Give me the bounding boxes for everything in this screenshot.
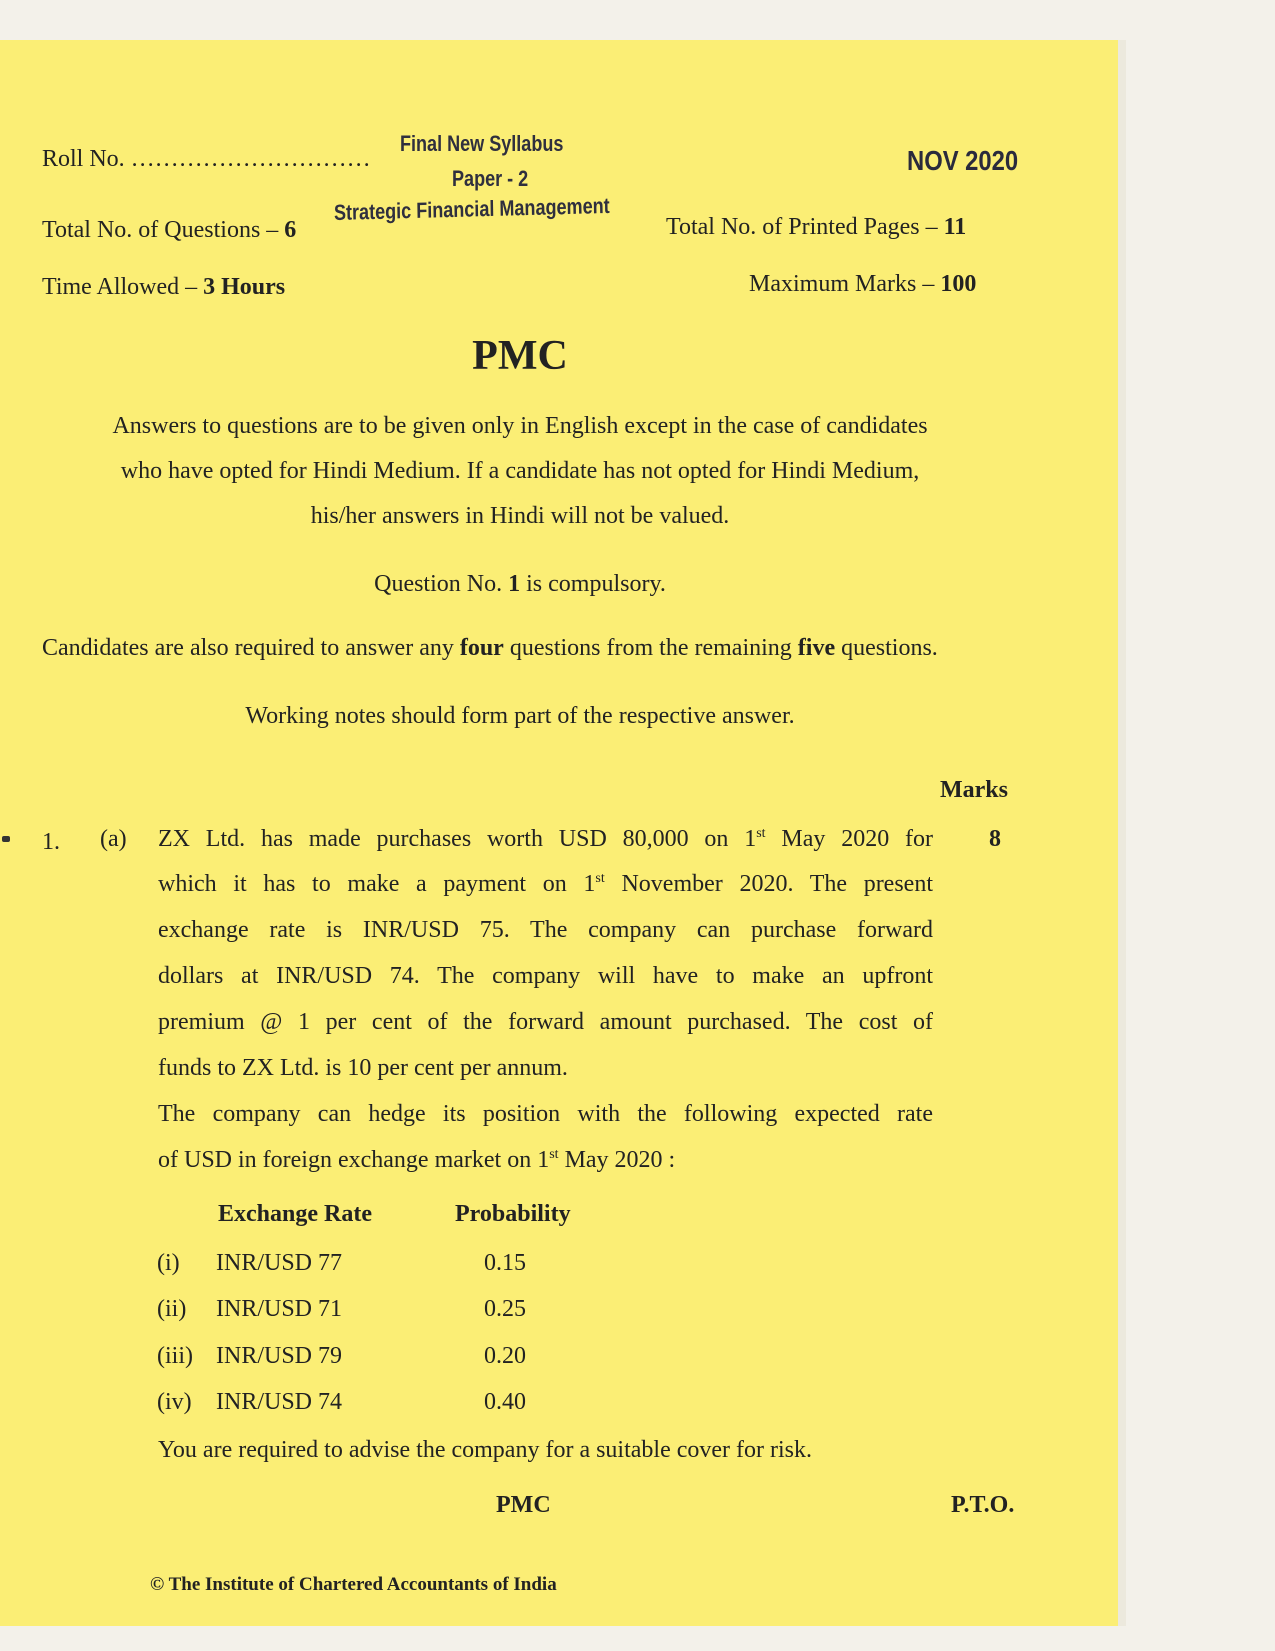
table-row-label: (ii) <box>157 1296 187 1322</box>
footer-paper-code: PMC <box>496 1492 551 1518</box>
compulsory-pre: Question No. <box>374 571 503 597</box>
table-row-label: (iv) <box>157 1389 192 1415</box>
table-cell-probability: 0.20 <box>484 1343 526 1369</box>
choice-mid: questions from the remaining <box>509 635 792 661</box>
question-text-line <box>158 917 933 944</box>
question-text-segment: May 2020 : <box>558 1147 676 1173</box>
ordinal-suffix: st <box>595 871 605 886</box>
question-text-segment: dollars at INR/USD 74. The company will have to make an upfront <box>158 963 933 989</box>
question-text-line <box>158 1101 933 1128</box>
question-text-segment: The company can hedge its position with the following expected rate <box>158 1101 933 1127</box>
syllabus-stamp: Final New Syllabus <box>400 131 564 156</box>
choice-four: four <box>459 635 504 661</box>
question-text-segment: May 2020 for <box>765 826 933 852</box>
table-cell-probability: 0.40 <box>484 1389 526 1415</box>
total-questions <box>42 217 296 244</box>
question-part: (a) <box>100 826 127 852</box>
printed-pages <box>666 214 966 241</box>
maximum-marks-value: 100 <box>940 271 977 297</box>
question-text-line <box>158 826 933 853</box>
instruction-line-3: his/her answers in Hindi will not be valued. <box>310 503 730 529</box>
question-text-segment: exchange rate is INR/USD 75. The company can purchase forward <box>158 917 933 943</box>
table-row-label: (iii) <box>157 1343 193 1369</box>
question-number: 1. <box>42 829 60 855</box>
table-cell-rate: INR/USD 71 <box>216 1296 343 1322</box>
compulsory-number: 1 <box>508 571 521 597</box>
subject-stamp: Strategic Financial Management <box>333 192 610 225</box>
maximum-marks <box>749 271 976 298</box>
paper-edge <box>1118 40 1126 1626</box>
table-cell-rate: INR/USD 77 <box>216 1250 343 1276</box>
marks-column-heading: Marks <box>940 777 1008 803</box>
time-allowed <box>42 274 285 301</box>
maximum-marks-label: Maximum Marks – <box>749 271 935 297</box>
question-text-line <box>158 1147 933 1174</box>
printed-pages-label: Total No. of Printed Pages – <box>666 214 938 240</box>
choice-five: five <box>797 635 836 661</box>
question-text-segment: which it has to make a payment on 1 <box>158 871 596 897</box>
choice-instruction <box>42 626 938 671</box>
question-text-segment: November 2020. The present <box>604 871 933 897</box>
table-cell-rate: INR/USD 74 <box>216 1389 343 1415</box>
table-row-label: (i) <box>157 1250 180 1276</box>
question-text-segment: of USD in foreign exchange market on 1 <box>158 1147 550 1173</box>
time-allowed-label: Time Allowed – <box>42 274 198 300</box>
question-text-line <box>158 1055 933 1082</box>
compulsory-instruction <box>0 562 1040 607</box>
table-cell-rate: INR/USD 79 <box>216 1343 343 1369</box>
choice-post: questions. <box>841 635 938 661</box>
paper-number-stamp: Paper - 2 <box>452 166 529 191</box>
question-text-line <box>158 963 933 990</box>
question-text-segment: premium @ 1 per cent of the forward amount purchased. The cost of <box>158 1009 933 1035</box>
roll-number-field: Roll No. ………………………… <box>42 146 371 172</box>
please-turn-over: P.T.O. <box>951 1492 1015 1518</box>
question-closing-line: You are required to advise the company for a suitable cover for risk. <box>158 1437 813 1463</box>
question-text-line <box>158 871 933 898</box>
table-header-exchange-rate: Exchange Rate <box>218 1201 372 1227</box>
printed-pages-value: 11 <box>943 214 967 240</box>
question-text-segment: funds to ZX Ltd. is 10 per cent per annum. <box>158 1055 568 1081</box>
instruction-line-2: who have opted for Hindi Medium. If a candidate has not opted for Hindi Medium, <box>120 458 920 484</box>
question-marks: 8 <box>989 826 1001 852</box>
question-text-line <box>158 1009 933 1036</box>
table-cell-probability: 0.25 <box>484 1296 526 1322</box>
ordinal-suffix: st <box>549 1147 559 1162</box>
instruction-line-1: Answers to questions are to be given only in English except in the case of candidates <box>112 413 928 439</box>
paper-code-title: PMC <box>472 333 568 379</box>
total-questions-value: 6 <box>284 217 297 243</box>
working-notes-instruction: Working notes should form part of the respective answer. <box>245 703 795 729</box>
table-header-probability: Probability <box>455 1201 571 1227</box>
ordinal-suffix: st <box>756 826 766 841</box>
exam-date-stamp: NOV 2020 <box>907 145 1019 176</box>
question-text-segment: ZX Ltd. has made purchases worth USD 80,000 on 1 <box>158 826 757 852</box>
time-allowed-value: 3 Hours <box>203 274 286 300</box>
margin-mark <box>2 836 10 842</box>
compulsory-post: is compulsory. <box>526 571 666 597</box>
table-cell-probability: 0.15 <box>484 1250 526 1276</box>
copyright-notice: © The Institute of Chartered Accountants of India <box>150 1574 557 1595</box>
total-questions-label: Total No. of Questions – <box>42 217 279 243</box>
choice-pre: Candidates are also required to answer any <box>42 635 454 661</box>
